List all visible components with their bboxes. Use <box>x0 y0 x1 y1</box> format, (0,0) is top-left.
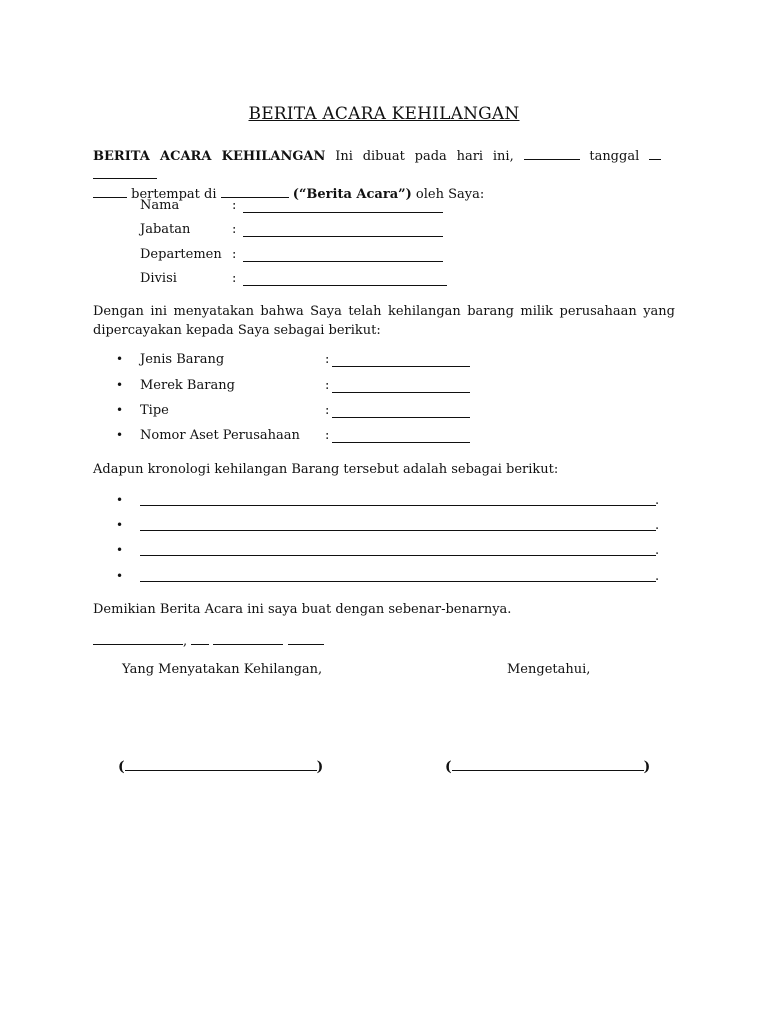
bullet-icon: • <box>116 493 124 507</box>
bullet-icon: • <box>116 518 124 532</box>
chronology-blank-line <box>140 555 656 556</box>
day-blank <box>524 147 580 160</box>
bullet-icon: • <box>116 403 124 417</box>
sign-day-blank <box>191 632 209 645</box>
close-paren: ) <box>316 759 324 775</box>
chronology-blank-line <box>140 581 656 582</box>
chronology-period: . <box>655 543 660 558</box>
signatory-left-label: Yang Menyatakan Kehilangan, <box>122 662 323 677</box>
item-colon: : <box>325 403 330 418</box>
item-blank-line <box>332 417 470 418</box>
signature-box-right <box>445 756 650 775</box>
field-colon: : <box>232 198 237 213</box>
close-paren: ) <box>643 759 651 775</box>
intro-bold-quote: (“Berita Acara”) <box>292 187 412 202</box>
bullet-icon: • <box>116 543 124 557</box>
field-colon: : <box>232 271 237 286</box>
item-colon: : <box>325 428 330 443</box>
item-row-nomor-aset <box>116 428 476 446</box>
field-label: Departemen <box>140 247 222 262</box>
item-colon: : <box>325 378 330 393</box>
item-label: Nomor Aset Perusahaan <box>140 428 300 443</box>
chronology-intro: Adapun kronologi kehilangan Barang tersebut adalah sebagai berikut: <box>93 462 559 477</box>
sign-year-blank <box>288 632 324 645</box>
year-blank <box>93 185 127 198</box>
bullet-icon: • <box>116 378 124 392</box>
signatory-right-label: Mengetahui, <box>507 662 591 677</box>
intro-text-3: bertempat di <box>127 187 221 202</box>
field-label: Divisi <box>140 271 177 286</box>
signature-line <box>125 756 317 771</box>
field-colon: : <box>232 247 237 262</box>
field-blank-line <box>243 236 443 237</box>
field-blank-line <box>243 212 443 213</box>
intro-text-1: Ini dibuat pada hari ini, <box>325 149 524 164</box>
field-label: Nama <box>140 198 180 213</box>
chronology-line-4 <box>116 569 676 587</box>
intro-text-4: oleh Saya: <box>411 187 485 202</box>
chronology-period: . <box>655 518 660 533</box>
item-row-merek <box>116 378 476 396</box>
field-label: Jabatan <box>140 222 191 237</box>
date-comma: , <box>183 634 188 649</box>
chronology-line-3 <box>116 543 676 561</box>
field-blank-line <box>243 261 443 262</box>
chronology-line-2 <box>116 518 676 536</box>
intro-paragraph <box>93 147 675 204</box>
bullet-icon: • <box>116 352 124 366</box>
item-row-jenis <box>116 352 476 370</box>
chronology-period: . <box>655 569 660 584</box>
item-label: Merek Barang <box>140 378 235 393</box>
item-row-tipe <box>116 403 476 421</box>
item-colon: : <box>325 352 330 367</box>
item-label: Jenis Barang <box>140 352 225 367</box>
signature-line <box>452 756 644 771</box>
bullet-icon: • <box>116 428 124 442</box>
place-blank <box>221 185 289 198</box>
item-label: Tipe <box>140 403 169 418</box>
document-title: BERITA ACARA KEHILANGAN <box>248 104 520 124</box>
date-blank <box>649 147 661 160</box>
bullet-icon: • <box>116 569 124 583</box>
city-blank <box>93 632 183 645</box>
statement-paragraph: Dengan ini menyatakan bahwa Saya telah kehilangan barang milik perusahaan yang dipercayakan kepada Saya sebagai berikut: <box>93 304 675 338</box>
chronology-line-1 <box>116 493 676 511</box>
sign-month-blank <box>213 632 283 645</box>
open-paren: ( <box>445 759 452 775</box>
chronology-blank-line <box>140 505 656 506</box>
field-blank-line <box>243 285 447 286</box>
closing-statement: Demikian Berita Acara ini saya buat dengan sebenar-benarnya. <box>93 602 512 617</box>
chronology-period: . <box>655 493 660 508</box>
month-blank <box>93 166 157 179</box>
intro-text-2: tanggal <box>579 149 650 164</box>
item-blank-line <box>332 366 470 367</box>
item-blank-line <box>332 392 470 393</box>
item-blank-line <box>332 442 470 443</box>
chronology-blank-line <box>140 530 656 531</box>
signature-box-left <box>118 756 323 775</box>
intro-bold-lead: BERITA ACARA KEHILANGAN <box>93 149 326 164</box>
place-date-line <box>93 632 324 649</box>
open-paren: ( <box>118 759 125 775</box>
field-colon: : <box>232 222 237 237</box>
